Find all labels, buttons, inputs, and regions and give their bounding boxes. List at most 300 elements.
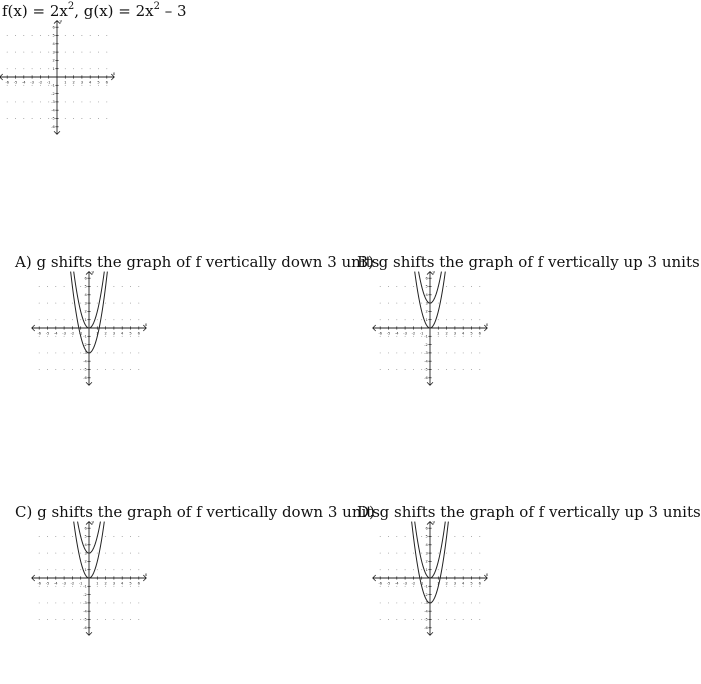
x-tick-label: -3 (403, 581, 407, 586)
grid-dot (55, 619, 56, 620)
grid-dot (479, 303, 480, 304)
grid-dot (106, 68, 107, 69)
grid-dot (405, 553, 406, 554)
grid-dot (388, 336, 389, 337)
grid-dot (72, 303, 73, 304)
grid-dot (40, 85, 41, 86)
grid-dot (55, 352, 56, 353)
grid-dot (55, 569, 56, 570)
grid-dot (64, 303, 65, 304)
grid-dot (421, 553, 422, 554)
y-tick-label: -4 (51, 108, 55, 113)
grid-dot (122, 536, 123, 537)
grid-dot (106, 52, 107, 53)
grid-dot (64, 586, 65, 587)
grid-dot (405, 319, 406, 320)
grid-dot (80, 569, 81, 570)
grid-dot (413, 352, 414, 353)
y-tick-label: -2 (83, 342, 87, 347)
grid-dot (438, 553, 439, 554)
grid-dot (463, 319, 464, 320)
grid-dot (97, 602, 98, 603)
x-tick-label: -5 (386, 331, 391, 336)
y-tick-label: 2 (425, 309, 428, 314)
y-axis-label: y (59, 19, 63, 25)
x-tick-label: -5 (45, 581, 50, 586)
x-tick-label: -4 (22, 80, 26, 85)
x-tick-label: 1 (96, 331, 99, 336)
grid-dot (388, 319, 389, 320)
x-tick-label: 2 (445, 331, 448, 336)
grid-dot (73, 35, 74, 36)
grid-dot (396, 369, 397, 370)
x-tick-label: -1 (419, 331, 424, 336)
grid-dot (113, 303, 114, 304)
grid-dot (138, 319, 139, 320)
grid-dot (48, 52, 49, 53)
grid-dot (39, 602, 40, 603)
grid-dot (396, 319, 397, 320)
grid-dot (122, 336, 123, 337)
y-tick-label: 5 (84, 534, 87, 539)
x-tick-label: 1 (437, 331, 440, 336)
grid-dot (65, 85, 66, 86)
grid-dot (39, 352, 40, 353)
grid-dot (396, 303, 397, 304)
grid-dot (122, 619, 123, 620)
x-tick-label: 2 (104, 331, 107, 336)
grid-dot (15, 101, 16, 102)
grid-dot (380, 536, 381, 537)
grid-dot (81, 85, 82, 86)
grid-dot (130, 569, 131, 570)
grid-dot (471, 336, 472, 337)
grid-dot (138, 303, 139, 304)
y-tick-label: -6 (83, 626, 87, 630)
grid-dot (39, 369, 40, 370)
x-tick-label: 5 (129, 331, 132, 336)
grid-dot (122, 303, 123, 304)
grid-dot (47, 352, 48, 353)
x-tick-label: -5 (13, 80, 18, 85)
grid-dot (23, 118, 24, 119)
grid-dot (405, 586, 406, 587)
x-tick-label: 6 (478, 581, 481, 586)
y-axis-label: y (432, 520, 436, 526)
grid-dot (72, 352, 73, 353)
grid-dot (80, 369, 81, 370)
grid-dot (396, 619, 397, 620)
grid-dot (39, 536, 40, 537)
grid-dot (421, 536, 422, 537)
y-tick-label: 6 (425, 276, 428, 281)
grid-dot (405, 536, 406, 537)
grid-dot (15, 35, 16, 36)
y-tick-label: -1 (424, 334, 428, 339)
grid-dot (97, 586, 98, 587)
x-tick-label: 3 (453, 331, 457, 336)
grid-dot (446, 319, 447, 320)
x-tick-label: 4 (89, 80, 92, 85)
grid-dot (380, 286, 381, 287)
grid-dot (113, 586, 114, 587)
grid-dot (90, 68, 91, 69)
grid-dot (72, 319, 73, 320)
choice-b[interactable]: B) g shifts the graph of f vertically up 3 units (357, 253, 700, 271)
grid-dot (113, 286, 114, 287)
grid-dot (479, 553, 480, 554)
grid-dot (438, 319, 439, 320)
grid-dot (463, 602, 464, 603)
x-tick-label: 5 (129, 581, 132, 586)
grid-dot (388, 369, 389, 370)
grid-dot (39, 303, 40, 304)
grid-dot (97, 569, 98, 570)
y-tick-label: 1 (425, 567, 428, 572)
grid-dot (47, 336, 48, 337)
y-tick-label: -2 (83, 592, 87, 597)
x-axis-label: x (112, 72, 116, 77)
grid-dot (80, 303, 81, 304)
grid-dot (39, 553, 40, 554)
x-tick-label: 4 (462, 331, 465, 336)
grid-dot (454, 303, 455, 304)
grid-dot (23, 35, 24, 36)
grid-dot (47, 586, 48, 587)
y-tick-label: -3 (51, 100, 55, 105)
grid-dot (463, 586, 464, 587)
y-tick-label: 1 (84, 567, 87, 572)
grid-dot (47, 286, 48, 287)
x-tick-label: 5 (97, 80, 100, 85)
grid-dot (454, 569, 455, 570)
x-tick-label: 3 (453, 581, 457, 586)
choice-d[interactable]: D) g shifts the graph of f vertically up 3 units (357, 503, 701, 521)
grid-dot (396, 352, 397, 353)
grid-dot (105, 336, 106, 337)
grid-dot (15, 118, 16, 119)
grid-dot (130, 303, 131, 304)
x-tick-label: -1 (46, 80, 51, 85)
grid-dot (23, 85, 24, 86)
grid-dot (122, 602, 123, 603)
grid-dot (55, 602, 56, 603)
grid-dot (80, 619, 81, 620)
y-tick-label: 5 (425, 534, 428, 539)
grid-dot (138, 369, 139, 370)
y-tick-label: -4 (424, 359, 428, 364)
choice-b-graph (370, 270, 495, 393)
grid-dot (47, 303, 48, 304)
x-tick-label: 4 (462, 581, 465, 586)
grid-dot (39, 286, 40, 287)
grid-dot (72, 602, 73, 603)
grid-dot (97, 352, 98, 353)
grid-dot (55, 286, 56, 287)
grid-dot (98, 52, 99, 53)
grid-dot (438, 602, 439, 603)
grid-dot (396, 602, 397, 603)
x-tick-label: -4 (54, 331, 58, 336)
grid-dot (113, 569, 114, 570)
grid-dot (446, 303, 447, 304)
grid-dot (32, 118, 33, 119)
grid-dot (97, 369, 98, 370)
grid-dot (479, 352, 480, 353)
grid-dot (64, 336, 65, 337)
grid-dot (64, 369, 65, 370)
grid-dot (90, 118, 91, 119)
grid-dot (113, 369, 114, 370)
grid-dot (48, 68, 49, 69)
grid-dot (388, 619, 389, 620)
y-tick-label: 1 (425, 317, 428, 322)
grid-dot (122, 286, 123, 287)
y-tick-label: 5 (84, 284, 87, 289)
y-tick-label: 3 (425, 301, 428, 306)
y-tick-label: -3 (83, 351, 87, 356)
grid-dot (463, 553, 464, 554)
grid-dot (64, 536, 65, 537)
grid-dot (446, 602, 447, 603)
x-tick-label: 3 (112, 581, 116, 586)
grid-dot (32, 85, 33, 86)
grid-dot (72, 569, 73, 570)
grid-dot (23, 68, 24, 69)
grid-dot (122, 352, 123, 353)
grid-dot (106, 101, 107, 102)
x-axis-label: x (485, 323, 489, 328)
choice-a-graph (30, 270, 155, 393)
grid-dot (138, 286, 139, 287)
x-tick-label: -2 (70, 331, 75, 336)
grid-dot (438, 369, 439, 370)
x-tick-label: -1 (419, 581, 424, 586)
x-tick-label: 3 (80, 80, 84, 85)
grid-dot (81, 52, 82, 53)
grid-dot (97, 619, 98, 620)
y-axis-label: y (432, 270, 436, 276)
grid-dot (380, 303, 381, 304)
grid-dot (405, 286, 406, 287)
x-tick-label: 4 (121, 331, 124, 336)
y-tick-label: -6 (51, 125, 55, 129)
grid-dot (98, 68, 99, 69)
grid-dot (454, 286, 455, 287)
grid-dot (65, 52, 66, 53)
x-tick-label: 3 (112, 331, 116, 336)
grid-dot (421, 352, 422, 353)
grid-dot (122, 369, 123, 370)
grid-dot (438, 303, 439, 304)
grid-dot (479, 536, 480, 537)
grid-dot (471, 619, 472, 620)
grid-dot (55, 336, 56, 337)
grid-dot (380, 569, 381, 570)
grid-dot (479, 602, 480, 603)
grid-dot (7, 68, 8, 69)
grid-dot (446, 369, 447, 370)
grid-dot (130, 619, 131, 620)
grid-dot (73, 68, 74, 69)
grid-dot (471, 602, 472, 603)
grid-dot (438, 619, 439, 620)
grid-dot (48, 85, 49, 86)
grid-dot (65, 101, 66, 102)
y-tick-label: 4 (84, 293, 87, 297)
y-tick-label: -2 (424, 592, 428, 597)
grid-dot (122, 553, 123, 554)
grid-dot (55, 553, 56, 554)
grid-dot (471, 569, 472, 570)
y-tick-label: 5 (52, 33, 55, 38)
x-tick-label: 6 (137, 331, 140, 336)
x-tick-label: -3 (62, 331, 66, 336)
grid-dot (113, 352, 114, 353)
y-tick-label: 2 (52, 58, 55, 63)
y-tick-label: 4 (84, 543, 87, 547)
grid-dot (479, 336, 480, 337)
grid-dot (47, 369, 48, 370)
grid-dot (40, 68, 41, 69)
x-tick-label: -4 (395, 581, 399, 586)
grid-dot (396, 586, 397, 587)
y-tick-label: -4 (83, 359, 87, 364)
grid-dot (421, 336, 422, 337)
grid-dot (413, 586, 414, 587)
grid-dot (130, 319, 131, 320)
grid-dot (413, 553, 414, 554)
grid-dot (98, 85, 99, 86)
y-tick-label: -4 (83, 609, 87, 614)
grid-dot (454, 586, 455, 587)
grid-dot (64, 319, 65, 320)
grid-dot (72, 586, 73, 587)
grid-dot (39, 586, 40, 587)
choice-d-graph (370, 522, 495, 644)
grid-dot (113, 319, 114, 320)
grid-dot (130, 352, 131, 353)
x-tick-label: 6 (137, 581, 140, 586)
grid-dot (396, 553, 397, 554)
grid-dot (73, 101, 74, 102)
x-tick-label: -3 (30, 80, 34, 85)
grid-dot (105, 536, 106, 537)
grid-dot (130, 553, 131, 554)
grid-dot (73, 52, 74, 53)
x-tick-label: -3 (403, 331, 407, 336)
grid-dot (97, 286, 98, 287)
grid-dot (73, 85, 74, 86)
y-tick-label: 2 (425, 559, 428, 564)
grid-dot (90, 101, 91, 102)
grid-dot (73, 118, 74, 119)
grid-dot (446, 569, 447, 570)
grid-dot (40, 118, 41, 119)
y-tick-label: -6 (83, 376, 87, 380)
x-axis-label: x (144, 323, 148, 328)
grid-dot (80, 586, 81, 587)
grid-dot (454, 602, 455, 603)
grid-dot (380, 336, 381, 337)
grid-dot (47, 619, 48, 620)
x-tick-label: 1 (64, 80, 67, 85)
grid-dot (396, 286, 397, 287)
grid-dot (463, 569, 464, 570)
grid-dot (48, 118, 49, 119)
grid-dot (80, 553, 81, 554)
grid-dot (388, 569, 389, 570)
grid-dot (48, 101, 49, 102)
grid-dot (105, 569, 106, 570)
grid-dot (388, 586, 389, 587)
y-tick-label: -1 (51, 83, 55, 88)
y-tick-label: 6 (52, 25, 55, 30)
question-graph (0, 18, 125, 138)
x-tick-label: -1 (78, 581, 83, 586)
y-tick-label: 3 (52, 50, 55, 55)
grid-dot (463, 352, 464, 353)
grid-dot (405, 336, 406, 337)
y-tick-label: -1 (83, 584, 87, 589)
y-tick-label: -2 (51, 91, 55, 96)
g-function: $g(x) = 2x^2 - 3$ (83, 1, 187, 20)
grid-dot (65, 118, 66, 119)
y-tick-label: 1 (84, 317, 87, 322)
x-tick-label: 2 (104, 581, 107, 586)
grid-dot (81, 101, 82, 102)
x-tick-label: -2 (38, 80, 43, 85)
grid-dot (388, 602, 389, 603)
grid-dot (130, 602, 131, 603)
grid-dot (130, 336, 131, 337)
x-tick-label: 1 (96, 581, 99, 586)
grid-dot (380, 619, 381, 620)
grid-dot (72, 619, 73, 620)
grid-dot (122, 586, 123, 587)
grid-dot (454, 336, 455, 337)
grid-dot (105, 602, 106, 603)
grid-dot (471, 319, 472, 320)
grid-dot (463, 336, 464, 337)
grid-dot (471, 369, 472, 370)
y-tick-label: -6 (424, 376, 428, 380)
grid-dot (421, 569, 422, 570)
grid-dot (23, 52, 24, 53)
grid-dot (32, 101, 33, 102)
y-tick-label: 4 (52, 42, 55, 46)
grid-dot (421, 619, 422, 620)
grid-dot (138, 569, 139, 570)
grid-dot (413, 319, 414, 320)
grid-dot (113, 553, 114, 554)
grid-dot (130, 586, 131, 587)
grid-dot (40, 52, 41, 53)
grid-dot (479, 569, 480, 570)
grid-dot (471, 586, 472, 587)
grid-dot (438, 569, 439, 570)
grid-dot (463, 369, 464, 370)
grid-dot (64, 553, 65, 554)
choice-a[interactable]: A) g shifts the graph of f vertically down 3 units (15, 253, 380, 271)
grid-dot (98, 101, 99, 102)
choice-c[interactable]: C) g shifts the graph of f vertically down 3 units (15, 503, 381, 521)
grid-dot (15, 52, 16, 53)
grid-dot (446, 352, 447, 353)
grid-dot (421, 319, 422, 320)
grid-dot (64, 602, 65, 603)
grid-dot (130, 286, 131, 287)
